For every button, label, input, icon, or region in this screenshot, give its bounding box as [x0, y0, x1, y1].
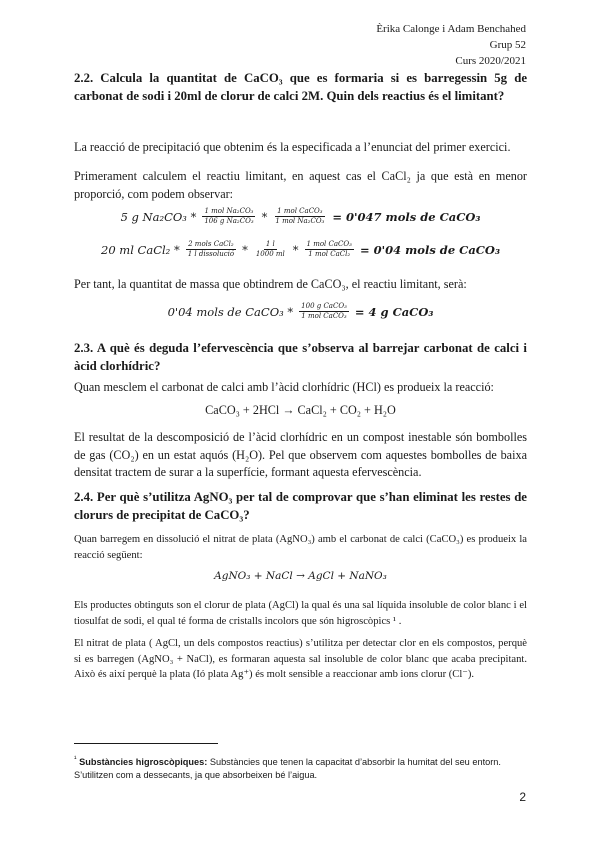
eq2-fraction-3 [305, 240, 354, 259]
header-year: Curs 2020/2021 [455, 55, 526, 67]
equation-1 [74, 207, 527, 226]
eq2-f3-den: 1 mol CaCl₂ [308, 250, 351, 258]
page-header [376, 21, 526, 69]
header-authors: Èrika Calonge i Adam Benchahed [376, 23, 526, 35]
equation-3 [74, 302, 527, 321]
section-2-4-reaction: AgNO₃ + NaCl → AgCl + NaNO₃ [214, 570, 387, 582]
eq1-start: 5 g Na₂CO₃ * [120, 209, 197, 224]
section-2-3-heading: 2.3. A què és deguda l’efervescència que s’observa al barrejar carbonat de calci i àcid clorhídric? [74, 341, 527, 373]
section-2-4-heading: 2.4. Per què s’utilitza AgNO₃ per tal de comprovar que s’han eliminat les restes de clorurs de precipitat de CaCO₃? [74, 490, 527, 522]
page-number: 2 [519, 790, 526, 804]
footnote-separator [74, 743, 218, 744]
footnote-marker: ¹ [74, 754, 77, 763]
section-2-3-reaction: CaCO₃ + 2HCl → CaCl₂ + CO₂ + H₂O [205, 403, 396, 417]
multiply-sign: * [261, 209, 268, 224]
eq1-fraction-1 [202, 207, 255, 226]
section-2-3-paragraph-1: Quan mesclem el carbonat de calci amb l’àcid clorhídric (HCl) es produeix la reacció: [74, 380, 494, 394]
eq3-f1-den: 1 mol CaCO₃ [301, 312, 347, 320]
eq3-result: = 4 g CaCO₃ [354, 304, 434, 319]
eq1-fraction-2 [273, 207, 326, 226]
eq1-f2-den: 1 mol Na₂CO₃ [275, 217, 325, 225]
section-2-3-paragraph-2: El resultat de la descomposició de l’àcid clorhídric en un compost inestable són bombolles de gas (CO₂) en un estat aquós (H₂O). Pel que observem com aquestes bombolles de baixa densitat tractem de surar a la superfície, formant aquesta efervescència. [74, 430, 527, 479]
eq3-start: 0'04 mols de CaCO₃ * [167, 304, 294, 319]
footnote-text: Substàncies que tenen la capacitat d’absorbir la humitat del seu entorn. S’utilitzen com a dessecants, ja que absorbeixen bé l’aigua. [74, 757, 501, 781]
section-2-4-paragraph-3: El nitrat de plata ( AgCl, un dels compostos reactius) s’utilitza per detectar clor en els compostos, perquè si es barregen (AgNO₃ + NaCl), es formaran aquesta sal insoluble de color blanc que acaba precipitant. Això és així perquè la plata (Ió plata Ag⁺) és molt sensible a reaccionar amb ions clorur (Cl⁻). [74, 638, 527, 680]
multiply-sign: * [242, 242, 248, 257]
eq2-fraction-1 [186, 240, 236, 259]
eq1-f1-den: 106 g Na₂CO₃ [204, 217, 254, 225]
section-2-2-heading: 2.2. Calcula la quantitat de CaCO₃ que es formaria si es barregessin 5g de carbonat de sodi i 20ml de clorur de calci 2M. Quin dels reactius és el limitant? [74, 71, 527, 103]
eq2-fraction-2 [254, 240, 287, 259]
eq2-f1-num: 2 mols CaCl₂ [188, 240, 234, 248]
equation-2 [74, 240, 527, 259]
multiply-sign: * [292, 242, 299, 257]
eq2-f1-den: 1 l dissolució [187, 250, 235, 258]
eq2-result: = 0'04 mols de CaCO₃ [359, 242, 500, 257]
section-2-2-paragraph-2: Primerament calculem el reactiu limitant, en aquest cas el CaCl₂ ja que està en menor proporció, com podem observar: [74, 169, 527, 201]
section-2-4-paragraph-1: Quan barregem en dissolució el nitrat de plata (AgNO₃) amb el carbonat de calci (CaCO₃) es produeix la reacció següent: [74, 534, 527, 561]
eq1-f2-num: 1 mol CaCO₃ [277, 207, 323, 215]
eq2-start: 20 ml CaCl₂ * [101, 242, 180, 257]
section-2-2-paragraph-3: Per tant, la quantitat de massa que obtindrem de CaCO₃, el reactiu limitant, serà: [74, 277, 467, 291]
eq1-f1-num: 1 mol Na₂CO₃ [204, 207, 254, 215]
eq2-f2-num: 1 l [265, 240, 275, 248]
eq2-f2-den: 1000 ml [255, 250, 285, 258]
footnote-term: Substàncies higroscòpiques: [79, 757, 208, 768]
header-group: Grup 52 [489, 39, 526, 51]
section-2-4-paragraph-2: Els productes obtinguts son el clorur de plata (AgCl) la qual és una sal líquida insoluble de color blanc i el tiosulfat de sodi, el qual té forma de cristalls incolors que són higroscòpics ¹ . [74, 600, 527, 627]
eq3-fraction-1 [299, 302, 349, 321]
eq3-f1-num: 100 g CaCO₃ [301, 302, 347, 310]
section-2-2-paragraph-1: La reacció de precipitació que obtenim és la especificada a l’enunciat del primer exercici. [74, 140, 511, 154]
eq2-f3-num: 1 mol CaCO₃ [306, 240, 352, 248]
eq1-result: = 0'047 mols de CaCO₃ [332, 209, 481, 224]
footnote [74, 752, 527, 782]
